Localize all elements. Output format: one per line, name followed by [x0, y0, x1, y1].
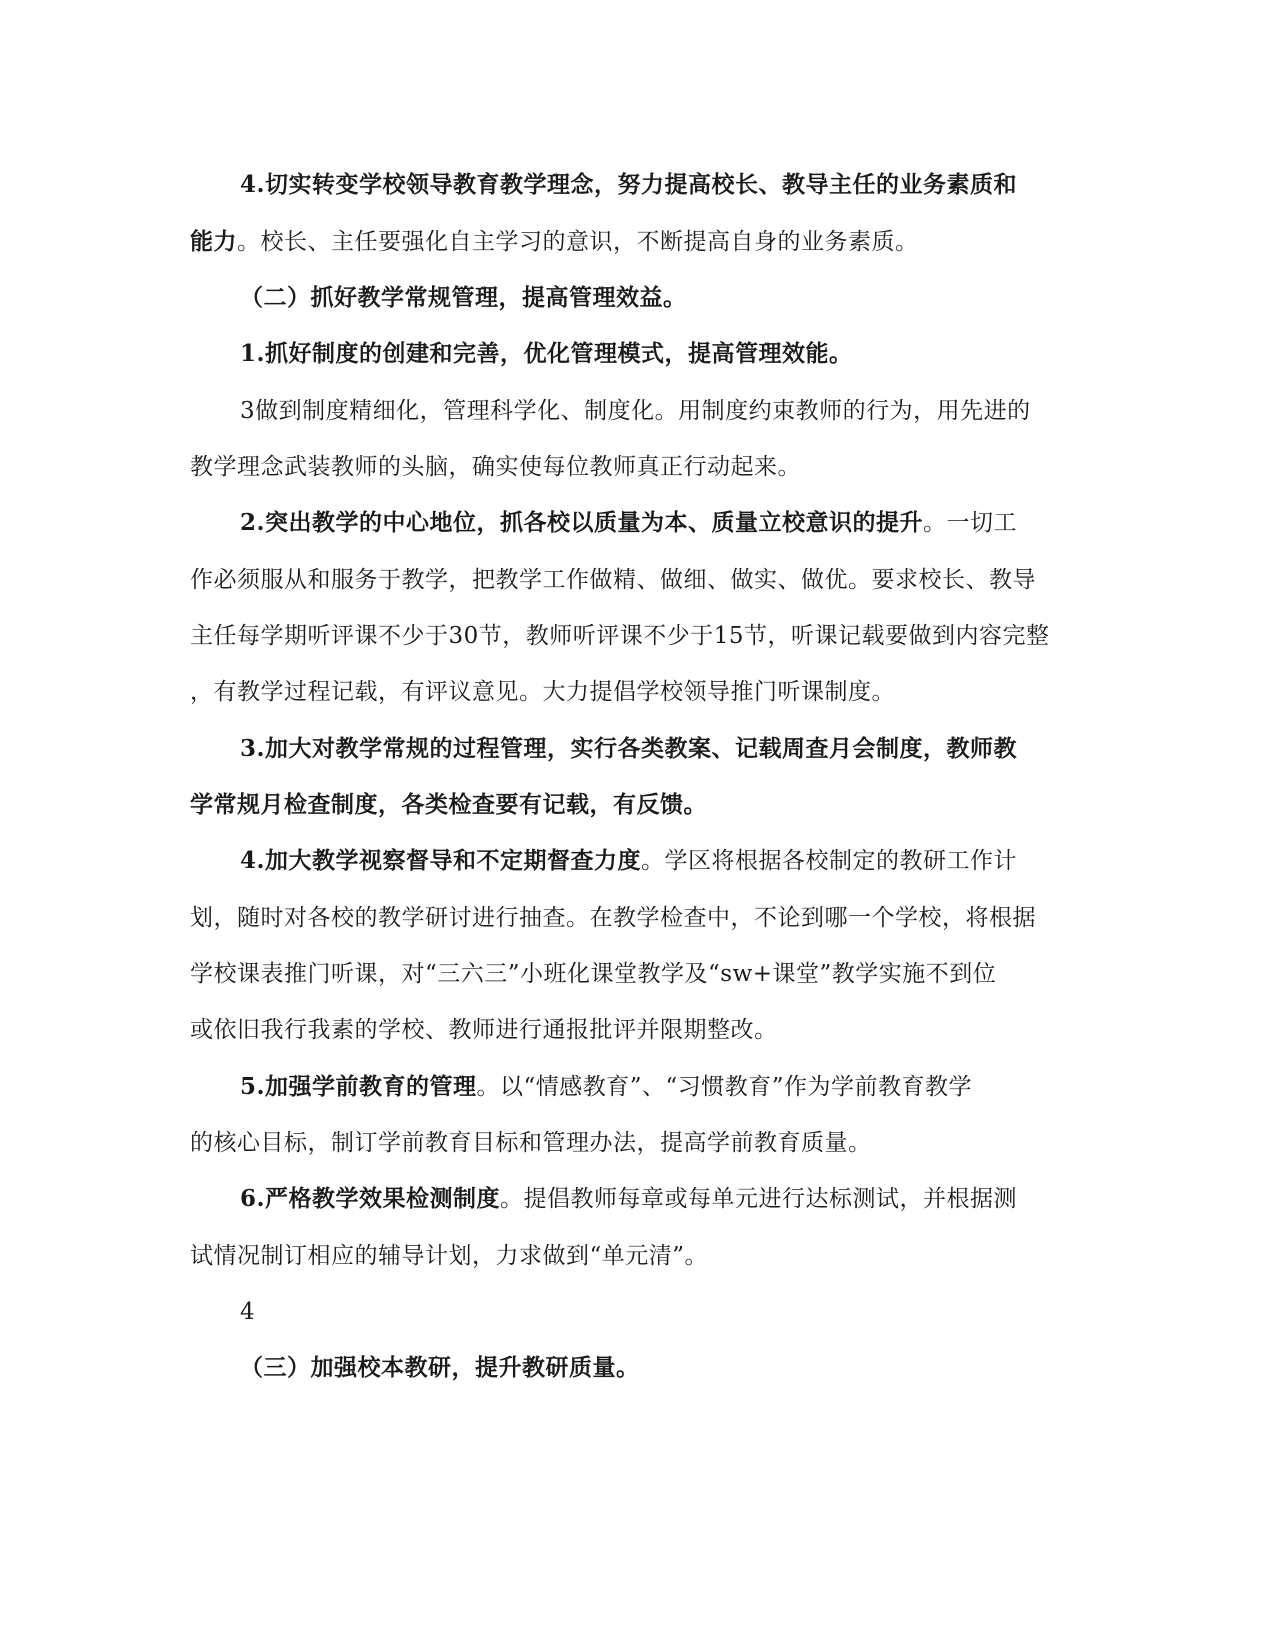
- bold-text: 3.加大对教学常规的过程管理，实行各类教案、记载周查月会制度，教师教: [240, 735, 1018, 762]
- paragraph-line: [190, 1241, 1090, 1271]
- paragraph-line: [190, 959, 1090, 989]
- body-text: 或依旧我行我素的学校、教师进行通报批评并限期整改。: [190, 1017, 778, 1043]
- body-text: 。一切工: [923, 510, 1018, 536]
- section-heading: [240, 283, 1140, 313]
- body-text: 试情况制订相应的辅导计划，力求做到“单元清”。: [190, 1243, 709, 1269]
- bold-text: 2.突出教学的中心地位，抓各校以质量为本、质量立校意识的提升: [240, 509, 924, 536]
- paragraph-line: [190, 621, 1090, 651]
- body-text: 学校课表推门听课，对“三六三”小班化课堂教学及“sw+课堂”教学实施不到位: [190, 961, 997, 987]
- bold-text: 5.加强学前教育的管理: [240, 1073, 477, 1100]
- body-text: 。提倡教师每章或每单元进行达标测试，并根据测: [500, 1186, 1018, 1212]
- paragraph-line: [190, 1015, 1090, 1045]
- body-text: 的核心目标，制订学前教育目标和管理办法，提高学前教育质量。: [190, 1130, 872, 1156]
- page-number-text: [240, 1297, 1140, 1327]
- bold-text: 能力: [190, 228, 237, 255]
- paragraph-line: [240, 170, 1140, 200]
- paragraph-line: [240, 508, 1140, 538]
- paragraph-line: [190, 565, 1090, 595]
- section-heading: [240, 1353, 1140, 1383]
- bold-text: 4.加大教学视察督导和不定期督查力度: [240, 847, 642, 874]
- body-text: 4: [240, 1299, 256, 1325]
- bold-text: 学常规月检查制度，各类检查要有记载，有反馈。: [190, 791, 707, 818]
- body-text: ，有教学过程记载，有评议意见。大力提倡学校领导推门听课制度。: [190, 679, 895, 705]
- body-text: 。校长、主任要强化自主学习的意识，不断提高自身的业务素质。: [237, 229, 919, 255]
- bold-text: 1.抓好制度的创建和完善，优化管理模式，提高管理效能。: [240, 340, 853, 367]
- body-text: 划，随时对各校的教学研讨进行抽查。在教学检查中，不论到哪一个学校，将根据: [190, 905, 1036, 931]
- bold-text: （三）加强校本教研，提升教研质量。: [240, 1354, 640, 1381]
- body-text: 。以“情感教育”、“习惯教育”作为学前教育教学: [476, 1074, 973, 1100]
- bold-text: （二）抓好教学常规管理，提高管理效益。: [240, 284, 687, 311]
- paragraph-line: [190, 677, 1090, 707]
- paragraph-line: [190, 1128, 1090, 1158]
- paragraph-line: [240, 846, 1140, 876]
- bold-text: 4.切实转变学校领导教育教学理念，努力提高校长、教导主任的业务素质和: [240, 171, 1018, 198]
- bold-text: 6.严格教学效果检测制度: [240, 1185, 501, 1212]
- body-text: 3做到制度精细化，管理科学化、制度化。用制度约束教师的行为，用先进的: [240, 398, 1031, 424]
- paragraph-line: [240, 1072, 1140, 1102]
- paragraph-line: [190, 452, 1090, 482]
- paragraph-line: [240, 1184, 1140, 1214]
- paragraph-line: [190, 227, 1090, 257]
- paragraph-line: [240, 339, 1140, 369]
- body-text: 作必须服从和服务于教学，把教学工作做精、做细、做实、做优。要求校长、教导: [190, 567, 1036, 593]
- paragraph-line: [190, 903, 1090, 933]
- paragraph-line: [190, 790, 1090, 820]
- body-text: 教学理念武装教师的头脑，确实使每位教师真正行动起来。: [190, 454, 801, 480]
- paragraph-line: [240, 734, 1140, 764]
- body-text: 主任每学期听评课不少于30节，教师听评课不少于15节，听课记载要做到内容完整: [190, 623, 1050, 649]
- paragraph-line: [240, 396, 1140, 426]
- body-text: 。学区将根据各校制定的教研工作计: [641, 848, 1018, 874]
